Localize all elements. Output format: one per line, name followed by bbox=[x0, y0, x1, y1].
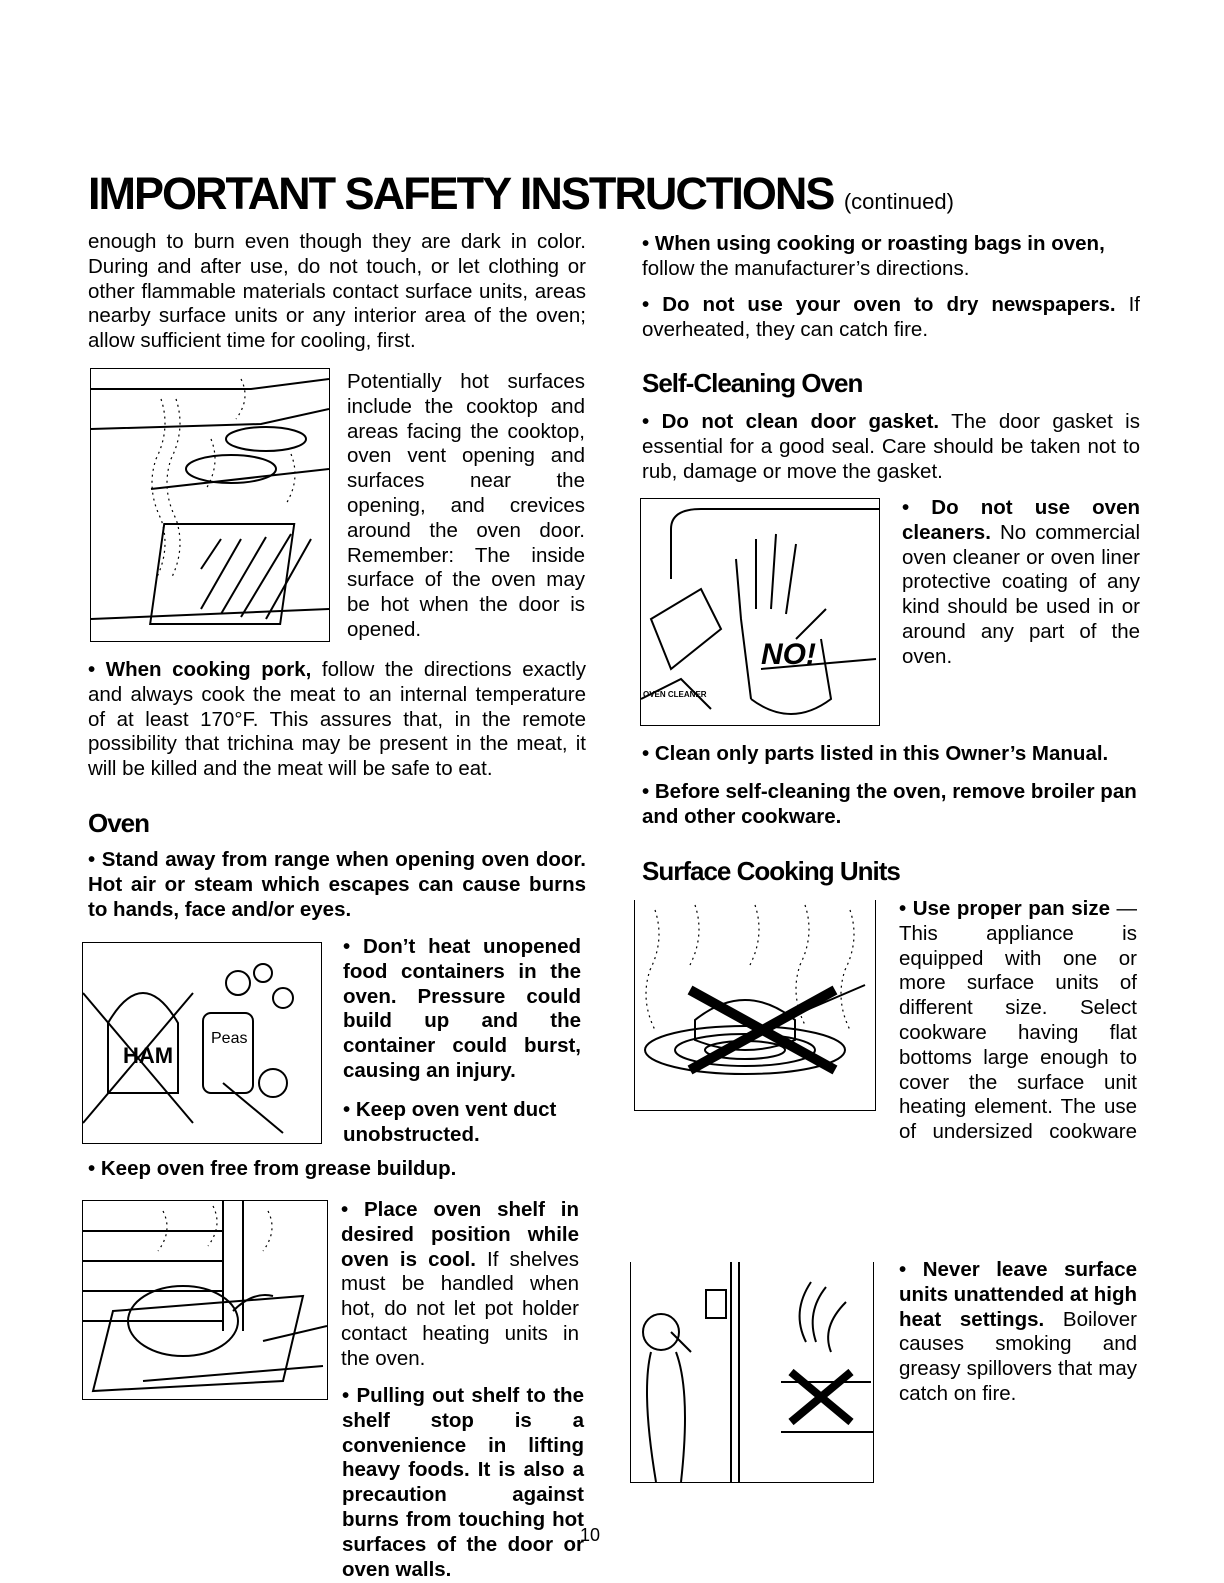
oven-heading: Oven bbox=[88, 808, 150, 838]
newspapers-paragraph: • Do not use your oven to dry newspapers. If overheated, they can catch fire. bbox=[642, 293, 1140, 341]
title-continued: (continued) bbox=[843, 189, 954, 214]
pan-size-illustration bbox=[634, 900, 876, 1111]
bags-paragraph: • When using cooking or roasting bags in oven, follow the manufacturer’s directions. bbox=[642, 232, 1105, 280]
clean-only-paragraph: • Clean only parts listed in this Owner’s Manual. bbox=[642, 742, 1109, 765]
pulling-paragraph: • Pulling out shelf to the shelf stop is a convenience in lifting heavy foods. It is also a precaution against burns from touching hot surfaces of the door or oven walls. bbox=[342, 1384, 584, 1581]
intro-paragraph: enough to burn even though they are dark in color. During and after use, do not touch, or let clothing or other flammable materials contact surface units, areas nearby surface units or any interior area of the oven; allow sufficient time for cooling, first. bbox=[88, 230, 586, 353]
pork-paragraph: • When cooking pork, follow the directions exactly and always cook the meat to an internal temperature of at least 170°F. This assures that, in the remote possibility that trichina may be present in the meat, it will be killed and the meat will be safe to eat. bbox=[88, 658, 587, 781]
page-number: 10 bbox=[580, 1525, 601, 1545]
oven-cleaner-can-label: OVEN CLEANER bbox=[643, 690, 707, 699]
never-leave-text: • Never leave surface units unattended at high heat settings. Boilover causes smoking and greasy spillovers that may catch on fire. bbox=[899, 1258, 1138, 1405]
ham-label: HAM bbox=[123, 1043, 174, 1068]
hot-surfaces-text: Potentially hot surfaces include the cooktop and areas facing the cooktop, oven vent opening and surfaces near the opening, and crevices around the oven door. Remember: The inside surface of the oven may be hot when the door is opened. bbox=[347, 370, 585, 641]
before-self-paragraph: • Before self-cleaning the oven, remove broiler pan and other cookware. bbox=[642, 780, 1137, 828]
peas-label: Peas bbox=[211, 1030, 248, 1047]
food-containers-illustration bbox=[82, 942, 322, 1144]
stand-away-paragraph: • Stand away from range when opening oven door. Hot air or steam which escapes can cause burns to hands, face and/or eyes. bbox=[88, 848, 586, 921]
page-title bbox=[88, 168, 954, 220]
gasket-paragraph: • Do not clean door gasket. The door gasket is essential for a good seal. Care should be taken not to rub, damage or move the gasket. bbox=[642, 410, 1140, 483]
hot-surfaces-illustration bbox=[90, 368, 330, 642]
title-main: IMPORTANT SAFETY INSTRUCTIONS bbox=[88, 168, 834, 219]
pan-size-text-top: • Use proper pan size —This appliance is equipped with one or more surface units of different size. Select cookware having flat bottoms large enough to cover the surface unit heating element. The use of undersized cookware bbox=[899, 897, 1137, 1144]
unattended-illustration bbox=[630, 1262, 874, 1483]
grease-paragraph: • Keep oven free from grease buildup. bbox=[88, 1157, 457, 1180]
oven-cleaner-illustration bbox=[640, 498, 880, 726]
no-label: NO! bbox=[761, 638, 816, 671]
cleaners-text: • Do not use oven cleaners. No commercial oven cleaner or oven liner protective coating of any kind should be used in or around any part of the oven. bbox=[902, 496, 1140, 668]
shelf-text: • Place oven shelf in desired position while oven is cool. If shelves must be handled when hot, do not let pot holder contact heating units in the oven. bbox=[341, 1198, 579, 1370]
oven-shelf-illustration bbox=[82, 1200, 328, 1400]
keep-vent-text: • Keep oven vent duct unobstructed. bbox=[343, 1098, 557, 1146]
self-cleaning-heading: Self-Cleaning Oven bbox=[642, 368, 863, 398]
dont-heat-text: • Don’t heat unopened food containers in the oven. Pressure could build up and the container could burst, causing an injury. bbox=[343, 935, 581, 1082]
surface-cooking-heading: Surface Cooking Units bbox=[642, 856, 900, 886]
